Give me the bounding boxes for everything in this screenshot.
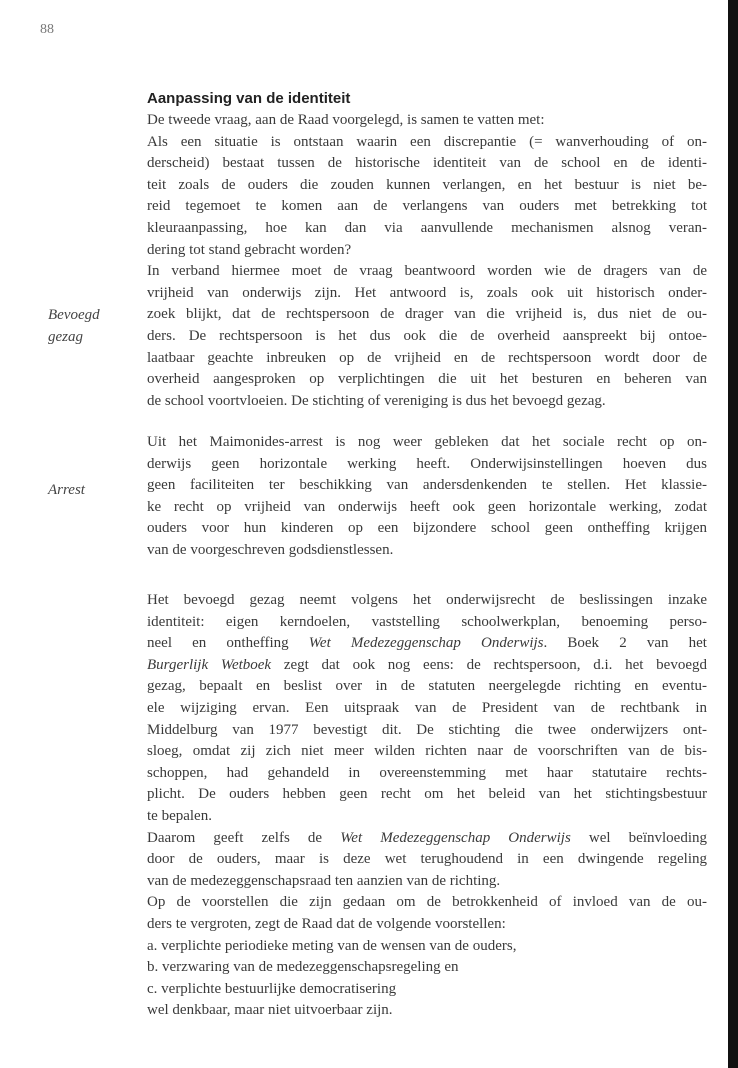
- scan-edge: [728, 0, 738, 1068]
- text-line: [147, 304, 707, 326]
- text-segment: teit zoals de ouders die zouden kunnen verlangen, en het bestuur is niet be-: [147, 176, 707, 193]
- text-segment: overheid aangesproken op verplichtingen die uit het besturen en beheren van: [147, 371, 707, 388]
- text-segment: ders. De rechtspersoon is het dus ook die de overheid aanspreekt bij ontoe-: [147, 327, 707, 344]
- text-segment: te bepalen.: [147, 807, 212, 824]
- text-segment: van de voorgeschreven godsdienstlessen.: [147, 541, 394, 558]
- text-segment: . Boek 2 van het: [543, 635, 707, 652]
- text-segment: gezag, bepaalt en beslist over in de statuten neergelegde richting en eventu-: [147, 678, 707, 695]
- text-segment: Daarom geeft zelfs de: [147, 829, 341, 846]
- text-segment: ders te vergroten, zegt de Raad dat de volgende voorstellen:: [147, 915, 506, 932]
- text-line: [147, 518, 707, 540]
- text-line: [147, 741, 707, 763]
- text-line: [147, 784, 707, 806]
- text-line: [147, 676, 707, 698]
- text-segment: ke recht op vrijheid van onderwijs heeft ook geen horizontale werking, zodat: [147, 498, 707, 515]
- text-line: [147, 218, 707, 240]
- text-line: [147, 454, 707, 476]
- text-segment: derwijs geen horizontale werking heeft. Onderwijsinstellingen hoeven dus: [147, 455, 707, 472]
- text-line: [147, 698, 707, 720]
- text-segment: Op de voorstellen die zijn gedaan om de betrokkenheid of invloed van de ou-: [147, 894, 707, 911]
- text-line: [147, 720, 707, 742]
- text-line: [147, 132, 707, 154]
- text-line: [147, 914, 707, 936]
- text-segment: ele wijziging ervan. Een uitspraak van de President van de rechtbank in: [147, 699, 707, 716]
- text-line: [147, 175, 707, 197]
- italic-title: Wet Medezeggenschap Onderwijs: [340, 829, 571, 846]
- text-line: [147, 892, 707, 914]
- text-line: [147, 979, 707, 1001]
- text-segment: Het bevoegd gezag neemt volgens het onderwijsrecht de beslissingen inzake: [147, 592, 707, 608]
- text-segment: ouders voor hun kinderen op een bijzondere school geen ontheffing krijgen: [147, 520, 707, 537]
- text-line: [147, 633, 707, 655]
- text-segment: neel en ontheffing: [147, 635, 309, 652]
- text-line: [147, 590, 707, 612]
- text-segment: derscheid) bestaat tussen de historische identiteit van de school en de identi-: [147, 155, 707, 172]
- paragraph: [147, 432, 707, 562]
- text-segment: kleuraanpassing, hoe kan dan via aanvullende mechanismen alsnog veran-: [147, 219, 707, 236]
- text-line: [147, 391, 707, 413]
- text-line: [147, 110, 707, 132]
- text-segment: reid tegemoet te komen aan de verlangens van ouders met betrekking tot: [147, 198, 707, 215]
- margin-note-line: gezag: [48, 328, 83, 345]
- margin-note-bevoegd-gezag: [48, 305, 100, 348]
- text-segment: b. verzwaring van de medezeggenschapsregeling en: [147, 959, 459, 976]
- text-segment: geen faciliteiten ter beschikking van andersdenkenden te stellen. Het klassie-: [147, 477, 707, 494]
- text-segment: plicht. De ouders hebben geen recht om het beleid van het stichtingsbestuur: [147, 786, 707, 803]
- text-line: [147, 936, 707, 958]
- text-line: [147, 612, 707, 634]
- italic-title: Burgerlijk Wetboek: [147, 656, 272, 673]
- margin-note-arrest: [48, 480, 85, 502]
- text-line: [147, 763, 707, 785]
- text-segment: zegt dat ook nog eens: de rechtspersoon, d.i. het bevoegd: [271, 656, 708, 673]
- text-line: [147, 1000, 707, 1022]
- section-heading: Aanpassing van de identiteit: [147, 90, 351, 107]
- text-segment: wel beïnvloeding: [570, 829, 707, 846]
- text-line: [147, 196, 707, 218]
- text-line: [147, 261, 707, 283]
- text-line: [147, 475, 707, 497]
- paragraph: [147, 590, 707, 1022]
- text-line: [147, 849, 707, 871]
- text-segment: De tweede vraag, aan de Raad voorgelegd, is samen te vatten met:: [147, 112, 545, 128]
- text-segment: de school voortvloeien. De stichting of vereniging is dus het bevoegd gezag.: [147, 392, 606, 409]
- text-line: [147, 326, 707, 348]
- text-line: [147, 153, 707, 175]
- text-line: [147, 369, 707, 391]
- text-segment: schoppen, had gehandeld in overeenstemming met haar statutaire rechts-: [147, 764, 707, 781]
- text-segment: van de medezeggenschapsraad ten aanzien van de richting.: [147, 872, 501, 889]
- text-segment: Middelburg van 1977 bevestigt dit. De stichting die twee onderwijzers ont-: [147, 721, 707, 738]
- text-line: [147, 497, 707, 519]
- text-line: [147, 348, 707, 370]
- text-segment: dering tot stand gebracht worden?: [147, 241, 352, 258]
- text-segment: door de ouders, maar is deze wet terughoudend in een dwingende regeling: [147, 851, 707, 868]
- text-segment: identiteit: eigen kerndoelen, vaststelling schoolwerkplan, benoeming perso-: [147, 613, 707, 630]
- text-segment: vrijheid van onderwijs zijn. Het antwoord is, zoals ook uit historisch onder-: [147, 284, 707, 301]
- text-segment: zoek blijkt, dat de rechtspersoon de drager van die vrijheid is, dus niet de ou-: [147, 306, 707, 323]
- text-segment: a. verplichte periodieke meting van de wensen van de ouders,: [147, 937, 517, 954]
- text-line: [147, 957, 707, 979]
- text-segment: c. verplichte bestuurlijke democratisering: [147, 980, 397, 997]
- text-line: [147, 432, 707, 454]
- margin-note-line: Arrest: [48, 482, 85, 498]
- paragraph: [147, 110, 707, 412]
- text-segment: wel denkbaar, maar niet uitvoerbaar zijn.: [147, 1002, 393, 1019]
- text-line: [147, 655, 707, 677]
- margin-note-line: Bevoegd: [48, 307, 100, 323]
- italic-title: Wet Medezeggenschap Onderwijs: [308, 635, 544, 652]
- text-line: [147, 806, 707, 828]
- text-line: [147, 283, 707, 305]
- page-number: 88: [40, 22, 54, 37]
- text-segment: laatbaar geachte inbreuken op de vrijheid en de rechtspersoon wordt door de: [147, 349, 707, 366]
- text-segment: In verband hiermee moet de vraag beantwoord worden wie de dragers van de: [147, 263, 707, 280]
- text-line: [147, 540, 707, 562]
- text-line: [147, 871, 707, 893]
- text-segment: sloeg, omdat zij zich niet meer wilden richten naar de voorschriften van de bis-: [147, 743, 707, 760]
- text-segment: Als een situatie is ontstaan waarin een discrepantie (= wanverhouding of on-: [147, 133, 707, 150]
- text-line: [147, 828, 707, 850]
- text-segment: Uit het Maimonides-arrest is nog weer gebleken dat het sociale recht op on-: [147, 434, 707, 450]
- text-line: [147, 240, 707, 262]
